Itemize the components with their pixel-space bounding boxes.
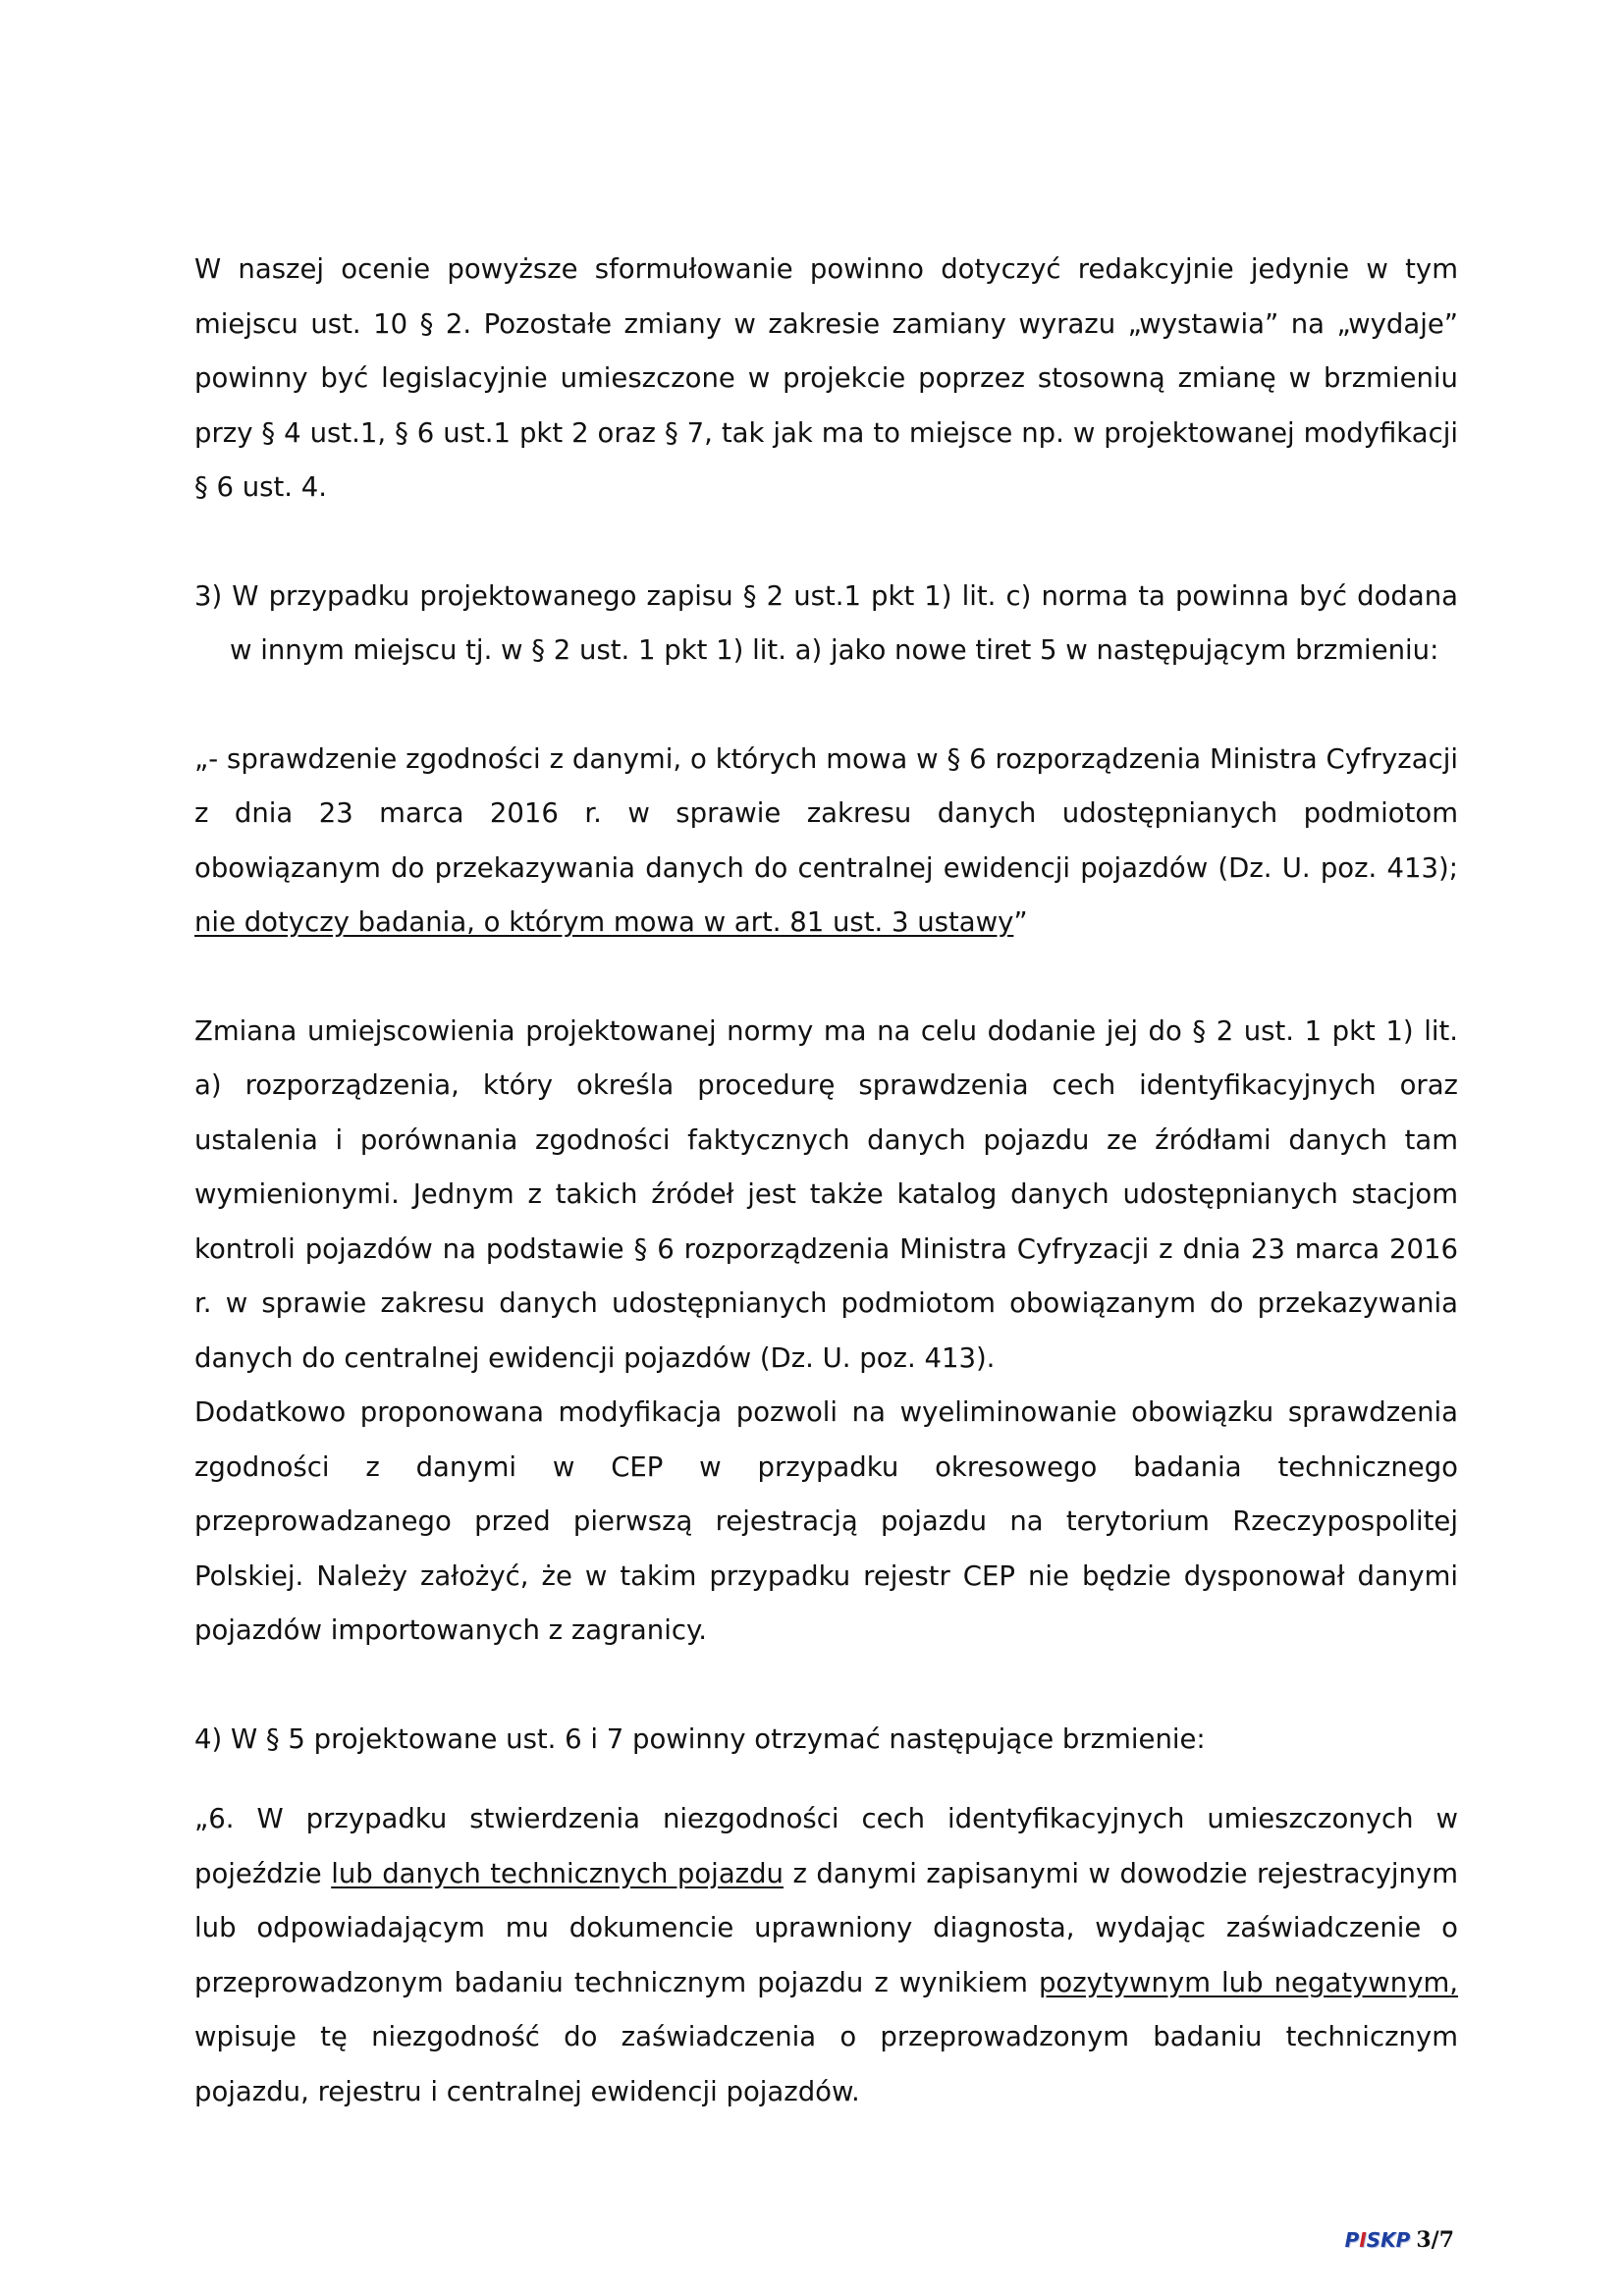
quoted-provision-tiret-5 (194, 733, 1458, 951)
underlined-amendment: nie dotyczy badania, o którym mowa w art. 81 ust. 3 ustawy (194, 906, 1014, 938)
piskp-logo: PISKP (1344, 2228, 1411, 2252)
quote-text-a: „6. W przypadku stwierdzenia niezgodności cech identyfikacyjnych umieszczonych w pojeździe (194, 1803, 1458, 1889)
underlined-amendment-1: lub danych technicznych pojazdu (331, 1857, 784, 1889)
quote-close: ” (1013, 906, 1028, 938)
quote-text-b: z danymi zapisanymi w dowodzie rejestracyjnym lub odpowiadającym mu dokumencie uprawniony diagnosta, wydając zaświadczenie o przeprowadzonym badaniu technicznym pojazdu z wynikiem (194, 1857, 1459, 1998)
paragraph-justification: Zmiana umiejscowienia projektowanej normy ma na celu dodanie jej do § 2 ust. 1 pkt 1) lit. a) rozporządzenia, który określa procedurę sprawdzenia cech identyfikacyjnych oraz ustalenia i porównania zgodności faktycznych danych pojazdu ze źródłami danych tam wymienionymi. Jednym z takich źródeł jest także katalog danych udostępnianych stacjom kontroli pojazdów na podstawie § 6 rozporządzenia Ministra Cyfryzacji z dnia 23 marca 2016 r. w sprawie zakresu danych udostępnianych podmiotom obowiązanym do przekazywania danych do centralnej ewidencji pojazdów (Dz. U. poz. 413). (194, 1014, 1458, 1374)
underlined-amendment-2: pozytywnym lub negatywnym, (1038, 1966, 1459, 1998)
quote-text-c: wpisuje tę niezgodność do zaświadczenia o przeprowadzonym badaniu technicznym pojazdu, rejestru i centralnej ewidencji pojazdów. (194, 2021, 1458, 2107)
page-footer (1345, 2227, 1454, 2253)
quoted-provision-ust-6 (194, 1792, 1458, 2119)
paragraph-assessment: W naszej ocenie powyższe sformułowanie powinno dotyczyć redakcyjnie jedynie w tym miejscu ust. 10 § 2. Pozostałe zmiany w zakresie zamiany wyrazu „wystawia” na „wydaje” powinny być legislacyjnie umieszczone w projekcie poprzez stosowną zmianę w brzmieniu przy § 4 ust.1, § 6 ust.1 pkt 2 oraz § 7, tak jak ma to miejsce np. w projektowanej modyfikacji § 6 ust. 4. (194, 253, 1458, 503)
page-number: 3/7 (1416, 2227, 1454, 2253)
list-item-3: 3) W przypadku projektowanego zapisu § 2 ust.1 pkt 1) lit. c) norma ta powinna być dodana w innym miejscu tj. w § 2 ust. 1 pkt 1) lit. a) jako nowe tiret 5 w następującym brzmieniu: (194, 579, 1458, 666)
quote-text: „- sprawdzenie zgodności z danymi, o których mowa w § 6 rozporządzenia Ministra Cyfryzacji z dnia 23 marca 2016 r. w sprawie zakresu danych udostępnianych podmiotom obowiązanym do przekazywania danych do centralnej ewidencji pojazdów (Dz. U. poz. 413); (194, 742, 1458, 884)
paragraph-additional: Dodatkowo proponowana modyfikacja pozwoli na wyeliminowanie obowiązku sprawdzenia zgodności z danymi w CEP w przypadku okresowego badania technicznego przeprowadzanego przed pierwszą rejestracją pojazdu na terytorium Rzeczypospolitej Polskiej. Należy założyć, że w takim przypadku rejestr CEP nie będzie dysponował danymi pojazdów importowanych z zagranicy. (194, 1396, 1458, 1646)
list-item-4: 4) W § 5 projektowane ust. 6 i 7 powinny otrzymać następujące brzmienie: (194, 1722, 1206, 1755)
document-page (194, 243, 1458, 2119)
